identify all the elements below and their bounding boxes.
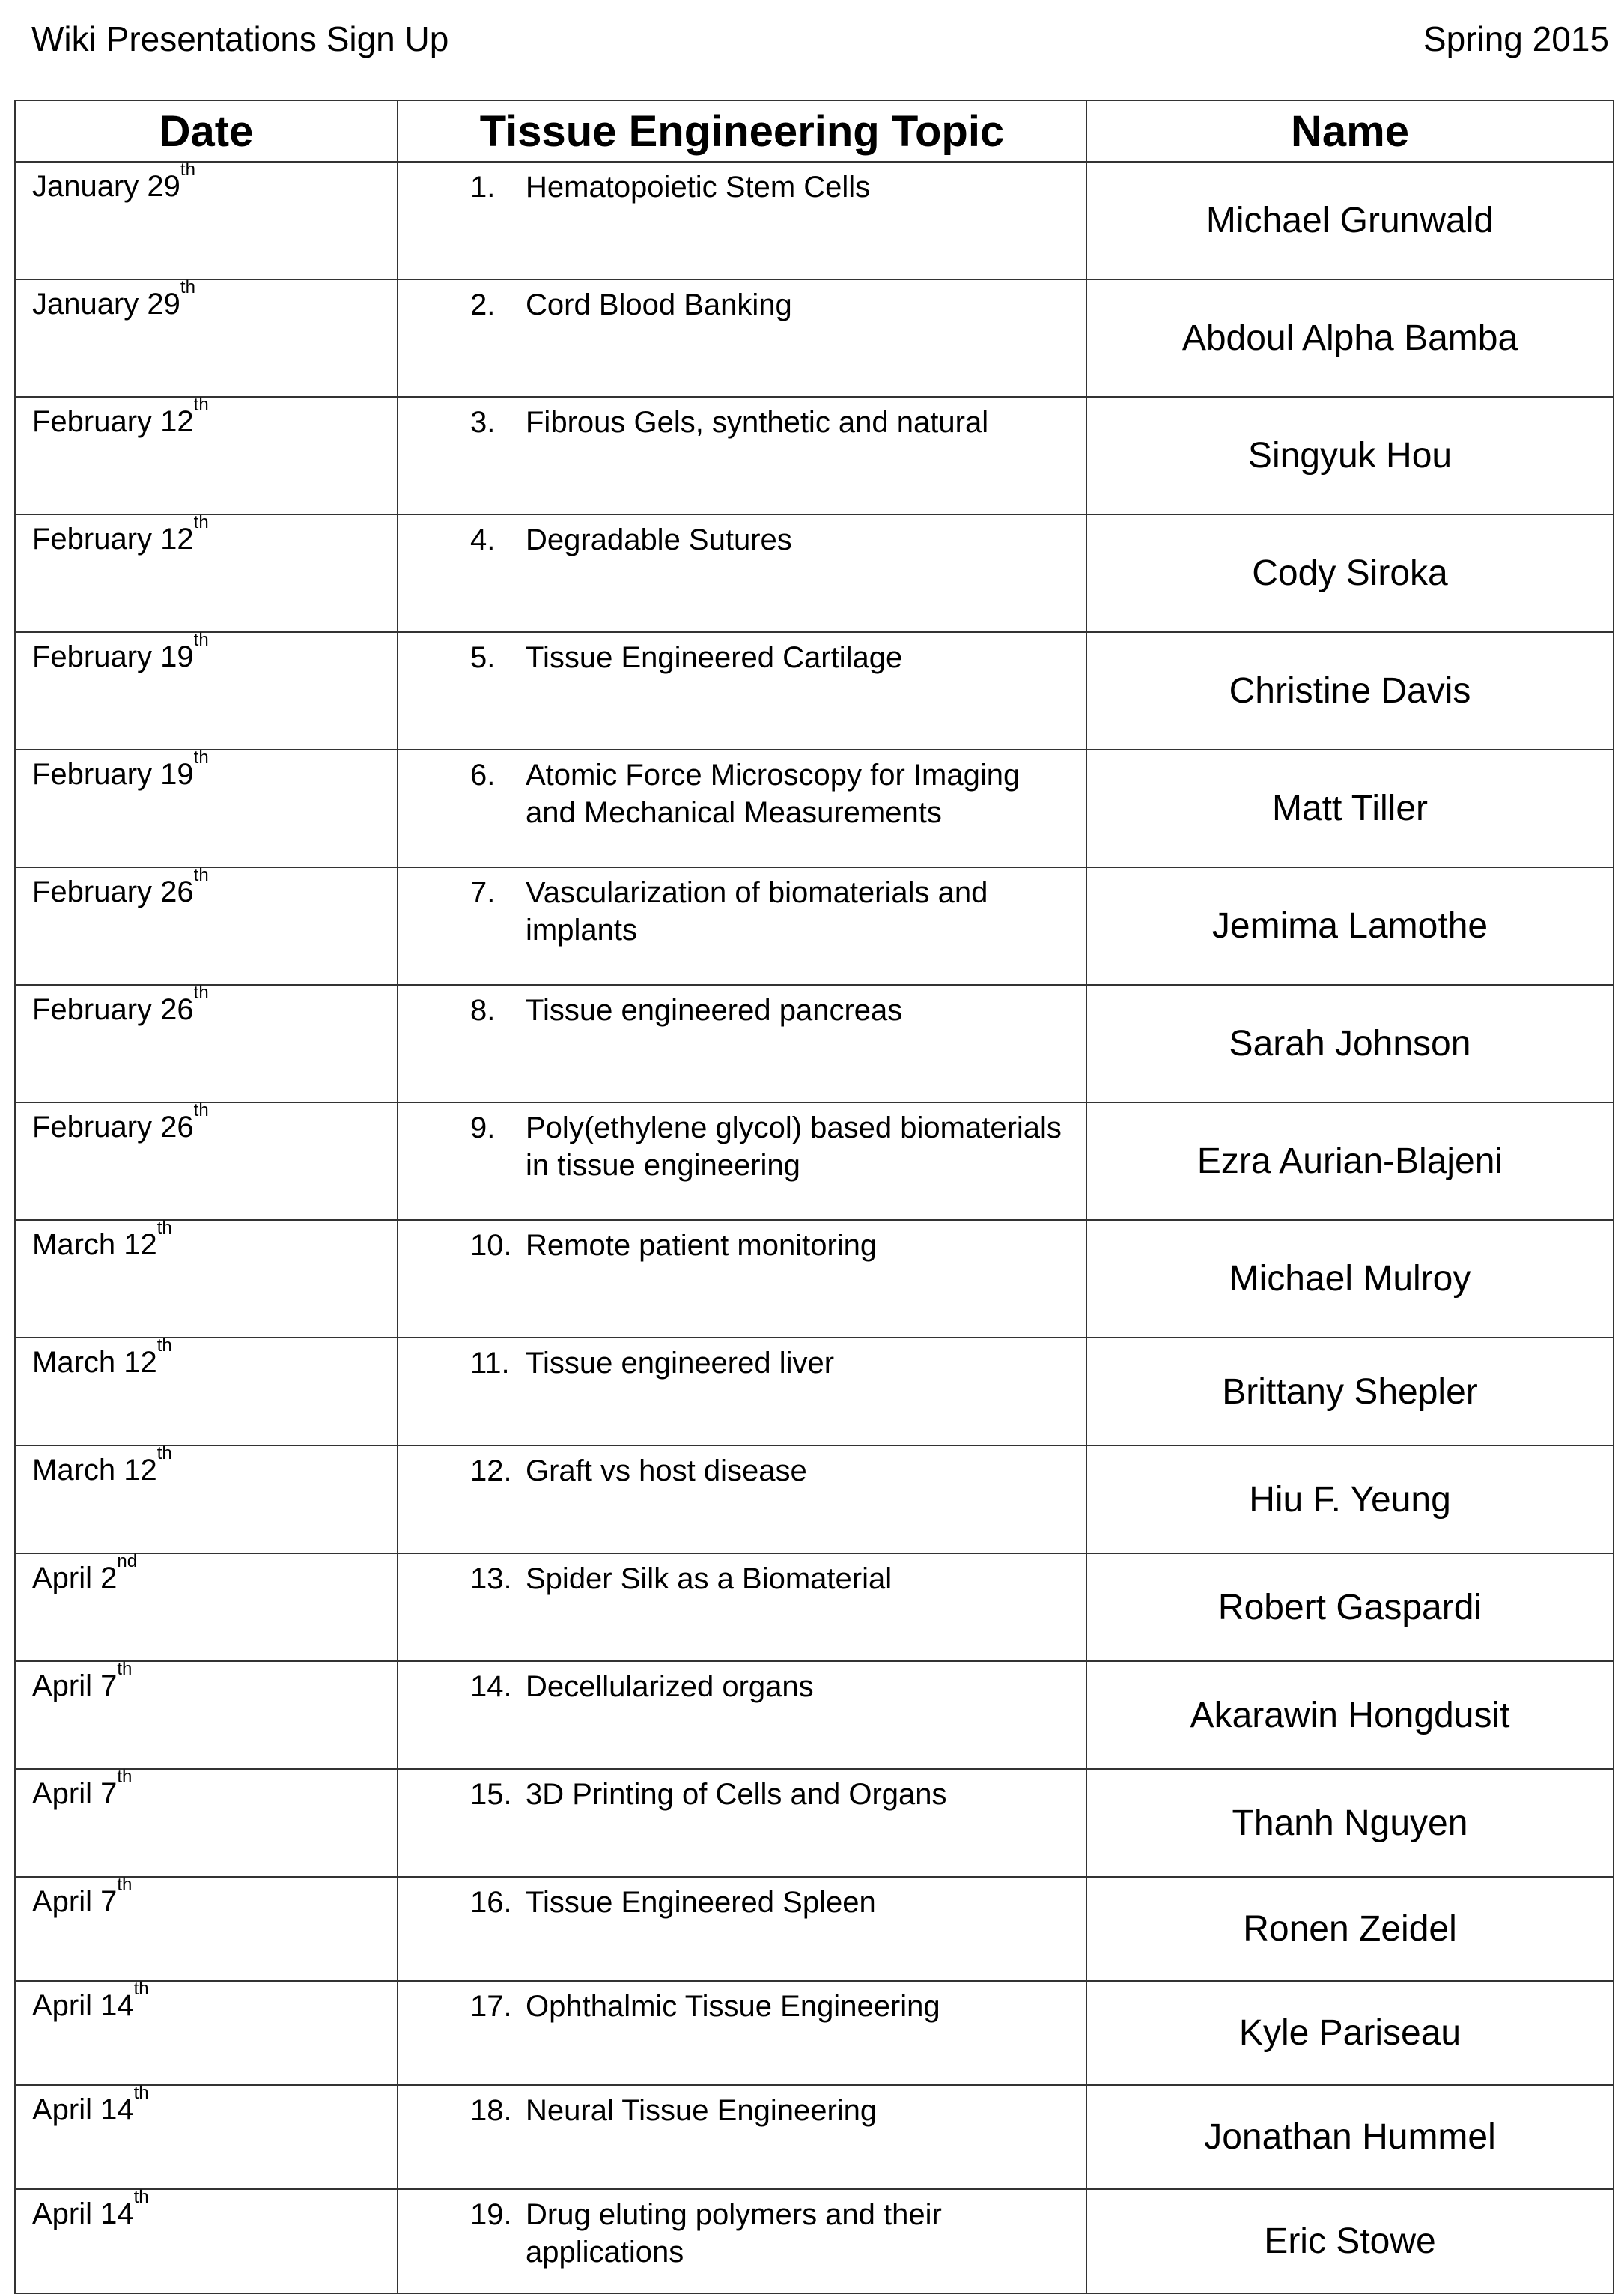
topic-text: Vascularization of biomaterials and implants — [526, 876, 988, 947]
table-row — [15, 750, 1614, 867]
table-row — [15, 632, 1614, 750]
table-row — [15, 279, 1614, 397]
topic-text: Ophthalmic Tissue Engineering — [526, 1990, 940, 2023]
date-cell — [15, 162, 398, 279]
date-text: February 26 — [32, 876, 194, 908]
table-row — [15, 1553, 1614, 1661]
topic-cell — [398, 632, 1086, 750]
date-text: March 12 — [32, 1228, 157, 1261]
topic-number: 7. — [470, 876, 496, 909]
date-text: April 7 — [32, 1885, 118, 1918]
date-cell — [15, 1553, 398, 1661]
topic-cell — [398, 867, 1086, 985]
topic-number: 2. — [470, 288, 496, 321]
date-cell — [15, 397, 398, 515]
name-cell: Robert Gaspardi — [1086, 1553, 1614, 1661]
table-row — [15, 1769, 1614, 1877]
topic-number: 15. — [470, 1778, 512, 1811]
topic-text: Cord Blood Banking — [526, 288, 792, 321]
date-cell — [15, 2085, 398, 2189]
date-suffix: th — [193, 512, 209, 532]
column-header-topic: Tissue Engineering Topic — [398, 100, 1086, 162]
topic-text: Tissue engineered liver — [526, 1347, 835, 1380]
table-row — [15, 867, 1614, 985]
date-text: April 14 — [32, 2197, 134, 2230]
date-cell — [15, 1661, 398, 1769]
name-cell: Singyuk Hou — [1086, 397, 1614, 515]
table-row — [15, 1338, 1614, 1445]
date-cell — [15, 1877, 398, 1981]
topic-cell — [398, 985, 1086, 1102]
topic-number: 13. — [470, 1562, 512, 1595]
date-text: January 29 — [32, 170, 180, 203]
topic-text: Graft vs host disease — [526, 1454, 807, 1487]
topic-text: Degradable Sutures — [526, 524, 792, 556]
date-text: April 7 — [32, 1777, 118, 1810]
name-cell: Abdoul Alpha Bamba — [1086, 279, 1614, 397]
document-title: Wiki Presentations Sign Up — [31, 19, 449, 58]
topic-cell — [398, 279, 1086, 397]
column-header-date: Date — [15, 100, 398, 162]
date-suffix: th — [156, 1443, 172, 1463]
name-cell: Hiu F. Yeung — [1086, 1445, 1614, 1553]
table-row — [15, 985, 1614, 1102]
date-suffix: th — [117, 1659, 133, 1679]
topic-text: Spider Silk as a Biomaterial — [526, 1562, 892, 1595]
date-cell — [15, 1102, 398, 1220]
name-cell: Thanh Nguyen — [1086, 1769, 1614, 1877]
date-text: January 29 — [32, 288, 180, 321]
topic-text: Atomic Force Microscopy for Imaging and Mechanical Measurements — [526, 759, 1021, 829]
table-row — [15, 1981, 1614, 2085]
topic-number: 14. — [470, 1670, 512, 1703]
table-row — [15, 1220, 1614, 1338]
date-cell — [15, 1335, 398, 1445]
topic-text: Drug eluting polymers and their applications — [526, 2198, 942, 2269]
date-cell — [15, 512, 398, 632]
table-header-row — [15, 100, 1614, 162]
topic-cell — [398, 1553, 1086, 1661]
table-row — [15, 515, 1614, 632]
topic-cell — [398, 2085, 1086, 2189]
topic-number: 9. — [470, 1111, 496, 1144]
column-header-name: Name — [1086, 100, 1614, 162]
topic-cell — [398, 1661, 1086, 1769]
topic-text: Fibrous Gels, synthetic and natural — [526, 406, 989, 439]
date-text: February 12 — [32, 523, 194, 556]
date-text: February 12 — [32, 405, 194, 438]
topic-cell — [398, 2189, 1086, 2293]
date-suffix: th — [193, 630, 209, 650]
term-label: Spring 2015 — [1423, 19, 1609, 58]
topic-cell — [398, 1102, 1086, 1220]
table-row — [15, 1661, 1614, 1769]
date-cell — [15, 747, 398, 867]
topic-cell — [398, 1877, 1086, 1981]
name-cell: Ezra Aurian-Blajeni — [1086, 1102, 1614, 1220]
table-row — [15, 397, 1614, 515]
topic-text: Neural Tissue Engineering — [526, 2094, 878, 2127]
topic-number: 10. — [470, 1229, 512, 1262]
topic-text: Tissue engineered pancreas — [526, 994, 903, 1027]
topic-number: 8. — [470, 994, 496, 1027]
date-text: February 26 — [32, 1111, 194, 1144]
table-row — [15, 1102, 1614, 1220]
topic-cell — [398, 1769, 1086, 1877]
date-cell — [15, 867, 398, 985]
date-text: March 12 — [32, 1454, 157, 1487]
date-text: April 14 — [32, 1989, 134, 2022]
date-cell — [15, 2189, 398, 2293]
table-row — [15, 162, 1614, 279]
date-text: March 12 — [32, 1346, 157, 1379]
topic-text: Hematopoietic Stem Cells — [526, 171, 871, 204]
name-cell: Ronen Zeidel — [1086, 1877, 1614, 1981]
topic-text: Tissue Engineered Cartilage — [526, 641, 903, 674]
date-suffix: th — [156, 1335, 172, 1356]
name-cell: Matt Tiller — [1086, 750, 1614, 867]
name-cell: Michael Grunwald — [1086, 162, 1614, 279]
name-cell: Jemima Lamothe — [1086, 867, 1614, 985]
date-cell — [15, 1981, 398, 2085]
date-suffix: th — [193, 983, 209, 1003]
topic-number: 16. — [470, 1886, 512, 1919]
name-cell: Eric Stowe — [1086, 2189, 1614, 2293]
topic-text: Remote patient monitoring — [526, 1229, 878, 1262]
date-suffix: th — [193, 747, 209, 768]
table-row — [15, 2085, 1614, 2189]
date-text: April 2 — [32, 1562, 118, 1594]
name-cell: Akarawin Hongdusit — [1086, 1661, 1614, 1769]
date-suffix: th — [193, 395, 209, 415]
date-suffix: th — [133, 1979, 149, 1999]
topic-number: 6. — [470, 759, 496, 792]
date-suffix: th — [133, 2187, 149, 2207]
name-cell: Cody Siroka — [1086, 515, 1614, 632]
name-cell: Kyle Pariseau — [1086, 1981, 1614, 2085]
table-body — [15, 162, 1614, 2293]
name-cell: Christine Davis — [1086, 632, 1614, 750]
date-suffix: th — [133, 2083, 149, 2103]
date-text: February 26 — [32, 993, 194, 1026]
table-row — [15, 2189, 1614, 2293]
date-suffix: th — [193, 1100, 209, 1120]
topic-text: Tissue Engineered Spleen — [526, 1886, 876, 1919]
topic-number: 18. — [470, 2094, 512, 2127]
topic-number: 12. — [470, 1454, 512, 1487]
date-cell — [15, 632, 398, 750]
date-suffix: th — [180, 160, 195, 180]
topic-number: 5. — [470, 641, 496, 674]
date-text: April 14 — [32, 2093, 134, 2126]
topic-cell — [398, 397, 1086, 515]
date-suffix: th — [180, 277, 195, 297]
topic-cell — [398, 515, 1086, 632]
topic-text: Decellularized organs — [526, 1670, 814, 1703]
date-suffix: th — [156, 1218, 172, 1238]
topic-cell — [398, 1338, 1086, 1445]
date-cell — [15, 279, 398, 397]
topic-cell — [398, 1220, 1086, 1338]
name-cell: Sarah Johnson — [1086, 985, 1614, 1102]
date-cell — [15, 985, 398, 1102]
table-row — [15, 1877, 1614, 1981]
topic-number: 11. — [470, 1347, 510, 1380]
topic-number: 4. — [470, 524, 496, 556]
date-suffix: th — [117, 1767, 133, 1787]
date-cell — [15, 1445, 398, 1553]
table-row — [15, 1445, 1614, 1553]
topic-number: 19. — [470, 2198, 512, 2231]
name-cell: Brittany Shepler — [1086, 1338, 1614, 1445]
date-suffix: th — [193, 865, 209, 885]
topic-text: Poly(ethylene glycol) based biomaterials in tissue engineering — [526, 1111, 1062, 1182]
topic-cell — [398, 162, 1086, 279]
date-cell — [15, 1220, 398, 1338]
date-text: February 19 — [32, 758, 194, 791]
topic-cell — [398, 1445, 1086, 1553]
topic-number: 17. — [470, 1990, 512, 2023]
topic-cell — [398, 750, 1086, 867]
name-cell: Jonathan Hummel — [1086, 2085, 1614, 2189]
date-suffix: th — [117, 1875, 133, 1895]
topic-number: 3. — [470, 406, 496, 439]
topic-number: 1. — [470, 171, 496, 204]
signup-table — [14, 100, 1614, 2294]
date-text: April 7 — [32, 1669, 118, 1702]
topic-cell — [398, 1981, 1086, 2085]
topic-text: 3D Printing of Cells and Organs — [526, 1778, 947, 1811]
name-cell: Michael Mulroy — [1086, 1220, 1614, 1338]
date-text: February 19 — [32, 640, 194, 673]
date-cell — [15, 1769, 398, 1877]
date-suffix: nd — [117, 1551, 138, 1571]
